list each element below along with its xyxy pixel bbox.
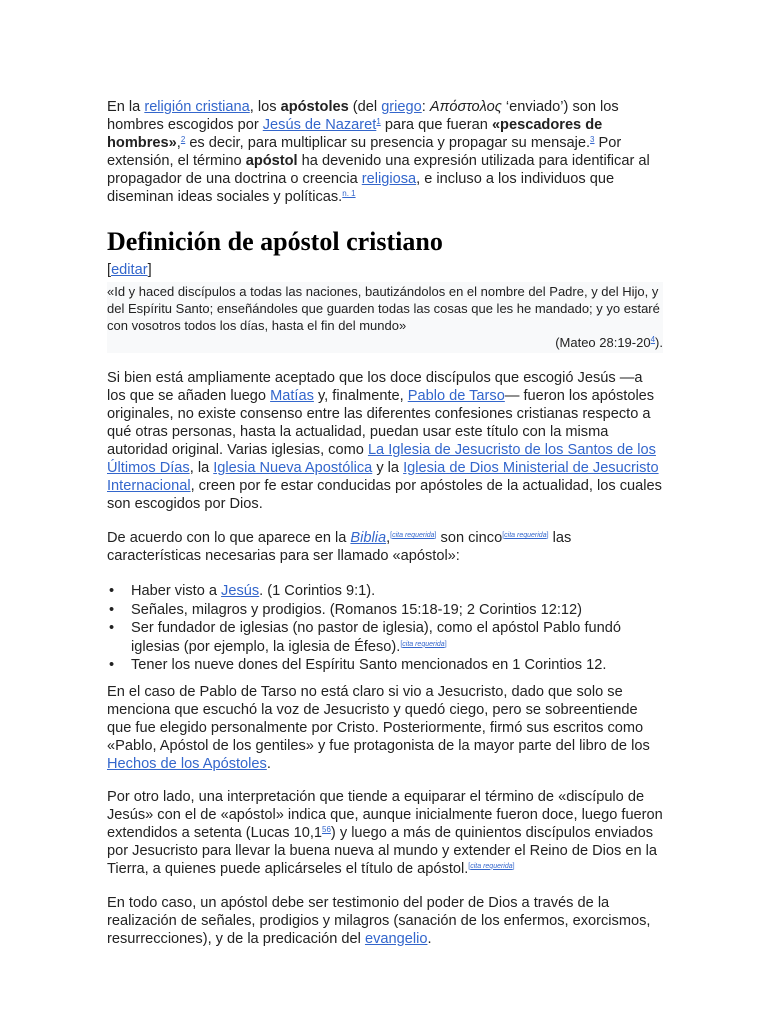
paragraph-testimony: En todo caso, un apóstol debe ser testimonio del poder de Dios a través de la realización de señales, prodigios y milagros (sanación de los enfermos, exorcismos, resurrecciones), y de la predicación del evangelio. [107,894,651,947]
note-n1[interactable]: n. 1 [342,189,356,198]
characteristics-list [107,582,663,675]
link-matias[interactable]: Matías [270,388,314,404]
link-iglesia-de-dios-ministerial[interactable]: Iglesia de Dios Ministerial de Jesucristo Internacional [107,460,659,494]
link-evangelio[interactable]: evangelio [364,930,428,947]
link-jesus-de-nazaret[interactable]: Jesús de Nazaret [262,117,377,133]
reference-1[interactable]: 1 [376,117,381,126]
paragraph-disciples: Por otro lado, una interpretación que tiende a equiparar el término de «discípulo de Jesús» con el de «apóstol» indica que, aunque inicialmente fueron doce, luego fueron extendidos a setenta (Lucas 10,1$^{56}$) y luego a más de quinientos discípulos enviados por Jesucristo para llevar la buena nueva al mundo y extender el Reino de Dios en la Tierra, a quienes puede aplicárseles el título de apóstol.[cita requerida] [107,788,663,877]
citation-needed[interactable]: [cita requerida] [390,532,437,539]
link-griego[interactable]: griego [381,99,422,115]
citation-needed[interactable]: [cita requerida] [400,640,447,648]
reference-56[interactable]: 56 [322,824,331,834]
link-hechos-de-los-apostoles[interactable]: Hechos de los Apóstoles [107,755,267,772]
intro-paragraph: En la religión cristiana, los apóstoles (del griego: Απόστολος ‘enviado’) son los hombres escogidos por Jesús de Nazaret$^1$ para que fueran «pescadores de hombres»,$^2$ es decir, para multiplicar su presencia y propagar su mensaje.$^3$ Por extensión, el término apóstol ha devenido una expresión utilizada para identificar al propagador de una doctrina o creencia religiosa, e incluso a los individuos que diseminan ideas sociales y políticas.$^{n. 1}$ [107,99,650,205]
list-item: • Señales, milagros y prodigios. (Romanos 15:18-19; 2 Corintios 12:12) [131,601,663,620]
bible-quote [107,282,663,353]
citation-needed[interactable]: [cita requerida] [468,862,515,870]
edit-section: [editar] [107,262,152,278]
list-item: • Tener los nueve dones del Espíritu Santo mencionados en 1 Corintios 12. [131,656,663,675]
paragraph-characteristics: De acuerdo con lo que aparece en la Biblia,[cita requerida] son cinco[cita requerida] las características necesarias para ser llamado «apóstol»: [107,530,572,564]
link-iglesia-sud[interactable]: La Iglesia de Jesucristo de los Santos de los Últimos Días [107,442,656,476]
edit-link[interactable]: editar [111,262,148,278]
link-jesus[interactable]: Jesús [221,583,260,599]
link-pablo-de-tarso[interactable]: Pablo de Tarso [407,388,505,404]
list-item: • Haber visto a Jesús. (1 Corintios 9:1). [131,582,663,601]
quote-text: «Id y haced discípulos a todas las naciones, bautizándolos en el nombre del Padre, y del Hijo, y del Espíritu Santo; enseñándoles que guarden todas las cosas que les he mandado; y yo estaré con vosotros todos los días, hasta el fin del mundo» [107,284,660,333]
link-biblia[interactable]: Biblia [350,530,387,546]
section-heading: Definición de apóstol cristiano [107,227,443,256]
paragraph-pablo: En el caso de Pablo de Tarso no está claro si vio a Jesucristo, dado que solo se menciona que escuchó la voz de Jesucristo y quedó ciego, pero se sobreentiende que fue elegido personalmente por Cristo. Posteriormente, firmó sus escritos como «Pablo, Apóstol de los gentiles» y fue protagonista de la mayor parte del libro de los Hechos de los Apóstoles. [107,683,650,772]
reference-2[interactable]: 2 [180,135,186,144]
link-religion-cristiana[interactable]: religión cristiana [144,99,250,115]
article-body [107,98,663,948]
quote-reference: (Mateo $28:19-20^4$). [555,335,663,350]
list-item: • Ser fundador de iglesias (no pastor de iglesia), como el apóstol Pablo fundó iglesias (por ejemplo, la iglesia de Éfeso).[cita requerida] [131,619,663,656]
reference-4[interactable]: 4 [650,335,656,344]
link-iglesia-nueva-apostolica[interactable]: Iglesia Nueva Apostólica [213,460,373,476]
reference-3[interactable]: 3 [590,135,595,144]
link-religiosa[interactable]: religiosa [361,171,417,187]
citation-needed[interactable]: [cita requerida] [502,532,549,539]
paragraph-apostles-consensus: Si bien está ampliamente aceptado que los doce discípulos que escogió Jesús —a los que se añaden luego Matías y, finalmente, Pablo de Tarso— fueron los apóstoles originales, no existe consenso entre las diferentes confesiones cristianas respecto a qué otras personas, hasta la actualidad, puedan usar este título con la misma autoridad original. Varias iglesias, como La Iglesia de Jesucristo de los Santos de los Últimos Días, la Iglesia Nueva Apostólica y la Iglesia de Dios Ministerial de Jesucristo Internacional, creen por fe estar conducidas por apóstoles de la actualidad, los cuales son escogidos por Dios. [107,370,662,512]
